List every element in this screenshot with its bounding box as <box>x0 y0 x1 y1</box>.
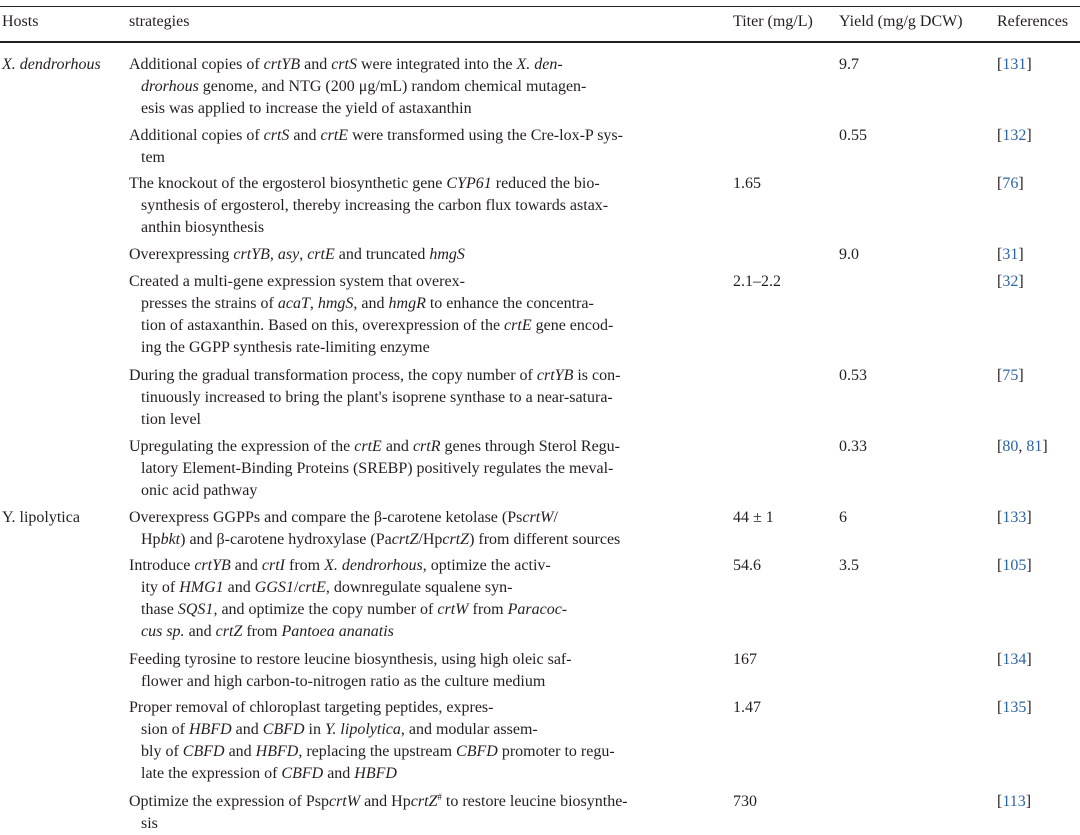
strategy-line: presses the strains of acaT, hmgS, and hmgR to enhance the concentra- <box>141 295 594 312</box>
strategy-line: latory Element-Binding Proteins (SREBP) positively regulates the meval- <box>141 460 614 477</box>
strategy-line: anthin biosynthesis <box>141 219 265 236</box>
strategy-line: ing the GGPP synthesis rate-limiting enzyme <box>141 339 430 356</box>
reference-link[interactable]: 131 <box>1002 56 1027 73</box>
titer-cell: 1.47 <box>733 699 761 716</box>
references-cell: [31] <box>997 246 1024 263</box>
reference-link[interactable]: 133 <box>1002 509 1027 526</box>
reference-link[interactable]: 75 <box>1002 367 1019 384</box>
header-references: References <box>997 13 1069 30</box>
strategy-cell <box>129 365 620 431</box>
references-cell: [132] <box>997 127 1032 144</box>
strategy-cell <box>129 125 623 169</box>
strategy-line: tion of astaxanthin. Based on this, overexpression of the crtE gene encod- <box>141 317 614 334</box>
reference-link[interactable]: 134 <box>1002 651 1027 668</box>
strategy-line: Introduce crtYB and crtI from X. dendrorhous, optimize the activ- <box>129 557 551 574</box>
references-cell: [75] <box>997 367 1024 384</box>
titer-cell: 54.6 <box>733 557 761 574</box>
references-cell: [134] <box>997 651 1032 668</box>
references-cell: [113] <box>997 793 1032 810</box>
references-cell: [80, 81] <box>997 438 1048 455</box>
yield-cell: 3.5 <box>839 557 859 574</box>
strategy-line: Upregulating the expression of the crtE and crtR genes through Sterol Regu- <box>129 438 621 455</box>
strategy-cell <box>129 173 608 239</box>
reference-link[interactable]: 81 <box>1026 438 1043 455</box>
strategy-line: thase SQS1, and optimize the copy number of crtW from Paracoc- <box>141 601 568 618</box>
strategy-cell <box>129 649 572 693</box>
yield-cell: 9.7 <box>839 56 859 73</box>
table-top-rule <box>0 6 1080 7</box>
yield-cell: 0.53 <box>839 367 867 384</box>
yield-cell: 6 <box>839 509 847 526</box>
titer-cell: 1.65 <box>733 175 761 192</box>
strategy-cell <box>129 54 586 120</box>
titer-cell: 44 ± 1 <box>733 509 774 526</box>
header-hosts: Hosts <box>2 13 39 30</box>
reference-link[interactable]: 135 <box>1002 699 1027 716</box>
strategy-cell <box>129 697 615 785</box>
strategy-line: Overexpressing crtYB, asy, crtE and truncated hmgS <box>129 246 465 263</box>
yield-cell: 9.0 <box>839 246 859 263</box>
strategy-cell <box>129 791 628 835</box>
references-cell: [131] <box>997 56 1032 73</box>
reference-link[interactable]: 113 <box>1002 793 1026 810</box>
strategy-line: bly of CBFD and HBFD, replacing the upstream CBFD promoter to regu- <box>141 743 615 760</box>
strategy-line: onic acid pathway <box>141 482 258 499</box>
strategy-line: Created a multi-gene expression system that overex- <box>129 273 465 290</box>
references-cell: [76] <box>997 175 1024 192</box>
strategy-line: Proper removal of chloroplast targeting peptides, expres- <box>129 699 494 716</box>
strategy-cell <box>129 436 620 502</box>
strategy-line: synthesis of ergosterol, thereby increasing the carbon flux towards astax- <box>141 197 609 214</box>
titer-cell: 730 <box>733 793 757 810</box>
strategy-cell <box>129 507 620 551</box>
strategy-cell <box>129 244 465 266</box>
references-cell: [32] <box>997 273 1024 290</box>
strategy-line: Feeding tyrosine to restore leucine biosynthesis, using high oleic saf- <box>129 651 572 668</box>
strategy-line: ity of HMG1 and GGS1/crtE, downregulate squalene syn- <box>141 579 513 596</box>
strategy-line: tem <box>141 149 165 166</box>
reference-link[interactable]: 132 <box>1002 127 1027 144</box>
strategy-line: During the gradual transformation process, the copy number of crtYB is con- <box>129 367 621 384</box>
titer-cell: 2.1–2.2 <box>733 273 781 290</box>
host-y-lipolytica: Y. lipolytica <box>2 509 80 526</box>
reference-link[interactable]: 105 <box>1002 557 1027 574</box>
strategy-line: Optimize the expression of PspcrtW and HpcrtZ# to restore leucine biosynthe- <box>129 792 628 810</box>
strategy-line: tinuously increased to bring the plant's isoprene synthase to a near-satura- <box>141 389 613 406</box>
strategy-line: cus sp. and crtZ from Pantoea ananatis <box>141 623 394 640</box>
strategy-line: sis <box>141 815 158 832</box>
strategy-line: drorhous genome, and NTG (200 μg/mL) random chemical mutagen- <box>141 78 587 95</box>
references-cell: [105] <box>997 557 1032 574</box>
strategy-line: sion of HBFD and CBFD in Y. lipolytica, and modular assem- <box>141 721 538 738</box>
strategy-line: The knockout of the ergosterol biosynthetic gene CYP61 reduced the bio- <box>129 175 600 192</box>
reference-link[interactable]: 76 <box>1002 175 1019 192</box>
header-titer: Titer (mg/L) <box>733 13 813 30</box>
reference-link[interactable]: 31 <box>1002 246 1019 263</box>
reference-link[interactable]: 32 <box>1002 273 1019 290</box>
references-cell: [135] <box>997 699 1032 716</box>
reference-link[interactable]: 80 <box>1002 438 1019 455</box>
host-x-dendrorhous: X. dendrorhous <box>2 56 101 73</box>
strategy-line: Additional copies of crtYB and crtS were integrated into the X. den- <box>129 56 563 73</box>
yield-cell: 0.33 <box>839 438 867 455</box>
header-yield: Yield (mg/g DCW) <box>839 13 963 30</box>
strategy-line: flower and high carbon-to-nitrogen ratio as the culture medium <box>141 673 546 690</box>
strategy-line: esis was applied to increase the yield of astaxanthin <box>141 100 472 117</box>
strategy-line: tion level <box>141 411 201 428</box>
references-cell: [133] <box>997 509 1032 526</box>
strategy-line: late the expression of CBFD and HBFD <box>141 765 397 782</box>
strategy-line: Hpbkt) and β-carotene hydroxylase (PacrtZ/HpcrtZ) from different sources <box>141 531 621 548</box>
titer-cell: 167 <box>733 651 757 668</box>
yield-cell: 0.55 <box>839 127 867 144</box>
strategy-cell <box>129 555 567 643</box>
strategy-cell <box>129 271 613 359</box>
header-strategies: strategies <box>129 13 190 30</box>
strategy-line: Additional copies of crtS and crtE were transformed using the Cre-lox-P sys- <box>129 127 623 144</box>
strategy-line: Overexpress GGPPs and compare the β-carotene ketolase (PscrtW/ <box>129 509 558 526</box>
table-header-rule <box>0 41 1080 43</box>
